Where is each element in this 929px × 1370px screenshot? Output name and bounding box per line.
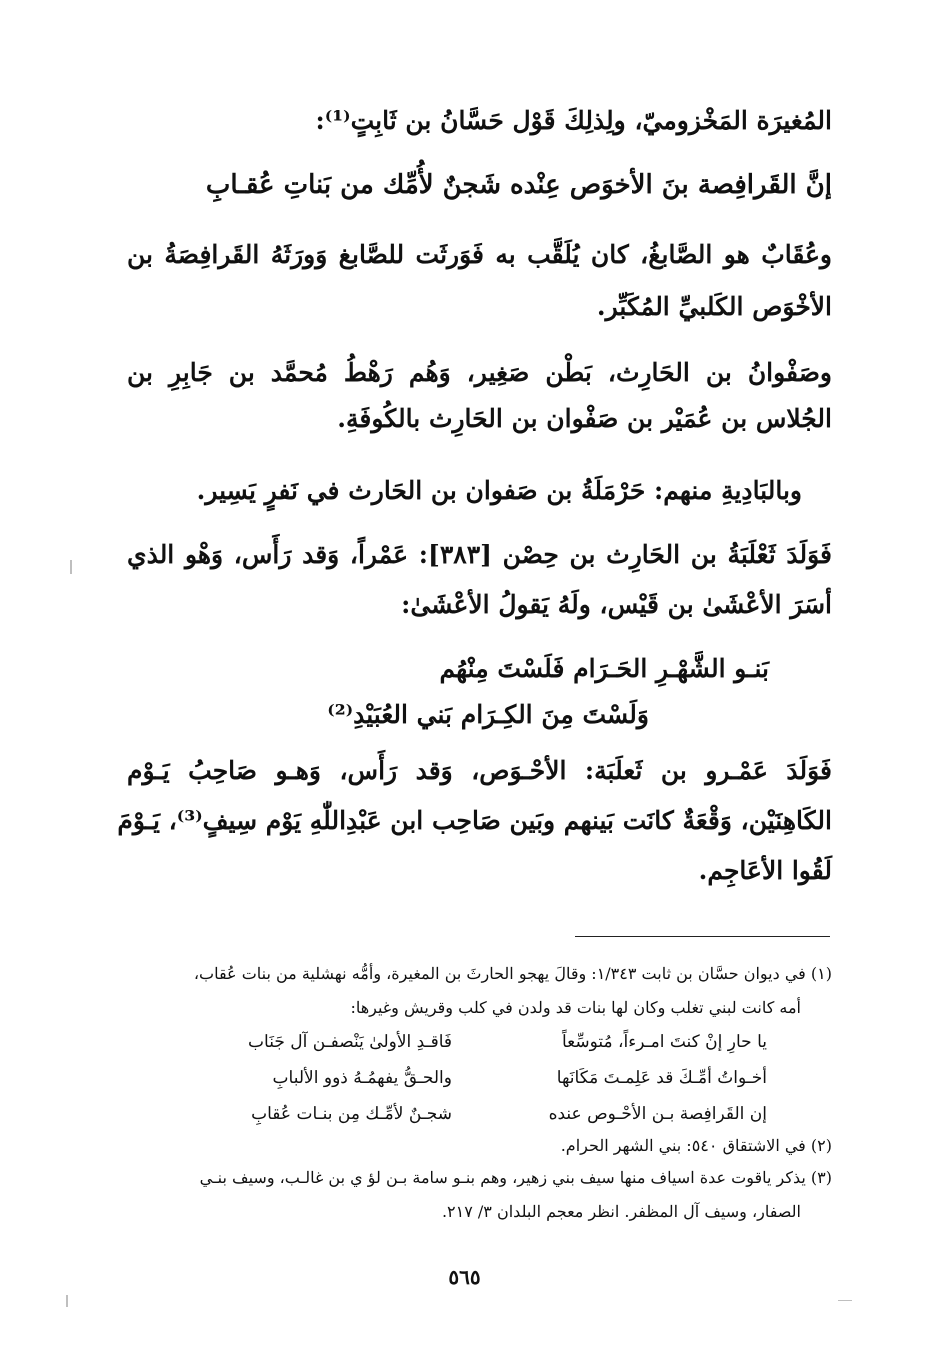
text-line: الأخْوَص الكَلبيِّ المُكَبِّر.	[596, 292, 832, 321]
text-line: فَوَلَدَ ثَعْلَبَةُ بن الحَارِث بن حِصْن [٣٨٣]: عَمْراً، وَقد رَأَس، وَهْو الذي	[127, 540, 832, 569]
footnote-verse-right: يا حارِ إنْ كنتَ امـرءاً، مُتوسِّعاً	[562, 1032, 767, 1052]
verse-line: إنَّ القَرافِصة بنَ الأخوَص عِنْده شَجنٌ لأُمِّك من بَناتِ عُقـابِ	[205, 170, 832, 200]
text-line: أسَرَ الأعْشَىٰ بن قَيْس، ولَهُ يَقولُ الأعْشَىٰ:	[401, 590, 832, 619]
footnote-verse-left: فَاقـدِ الأولىٰ يَنْصفـن آل جَنَاب	[248, 1032, 452, 1052]
page-number: ٥٦٥	[448, 1265, 481, 1289]
footnote-verse-left: شجـنٌ لأمِّـك مِن بنـات عُقابِ	[251, 1104, 452, 1124]
scan-mark	[66, 1295, 68, 1307]
text-line: فَوَلَدَ عَمْـرو بن ثَعلَبَة: الأحْـوَص، وَقد رَأَس، وَهـو صَاحِبُ يَـوْم	[127, 756, 832, 785]
footnote-verse-left: والحـقُّ يفهمُـهُ ذوو الألبابِ	[272, 1068, 452, 1088]
text-line: لَقُوا الأعَاجِم.	[698, 856, 832, 885]
footnote-separator	[575, 936, 830, 937]
text-line: وصَفْوانُ بن الحَارِث، بَطْن صَغِير، وَهُم رَهْطُ مُحمَّد بن جَابِرِ بن	[127, 358, 832, 387]
text-line: الكَاهِنَيْن، وَقْعَةٌ كانَت بَينهم وبَين صَاحِب ابن عَبْدِاللّٰهِ يَوْم سِيفٍ⁽³⁾، يَـوْمَ	[117, 806, 832, 835]
verse-line: بَنـو الشَّهْـرِ الحَـرَام فَلَسْتَ مِنْهُم	[439, 654, 769, 683]
footnote-2: (٢) في الاشتقاق ٥٤٠: بني الشهر الحرام.	[560, 1136, 832, 1155]
text-line: الجُلاس بن عُمَيْر بن صَفْوان بن الحَارِث بالكُوفَةِ.	[337, 404, 832, 433]
footnote-3: (٣) يذكر ياقوت عدة اسياف منها سيف بني زهير، وهم بنـو سامة بـن لؤ ي بن غالـب، وسيف بنـي	[199, 1168, 832, 1187]
footnote-verse-right: أخـواتُ أمِّـكَ قد عَلِمـتَ مَكَانَها	[556, 1068, 767, 1088]
footnote-3-cont: الصفار، وسيف آل المظفر. انظر معجم البلدان ٣/ ٢١٧.	[441, 1202, 801, 1221]
text-line: المُغيرَة المَخْزوميّ، ولِذلِكَ قَوْل حَسَّانُ بن ثَابِتٍ⁽¹⁾:	[315, 106, 832, 135]
scan-mark	[70, 560, 72, 574]
footnote-1: (١) في ديوان حسَّان بن ثابت ١/٣٤٣: وقالَ يهجو الحارثَ بن المغيرة، وأمُّه نهشلية من بنات عُقاب،	[193, 964, 832, 983]
footnote-1-cont: أمه كانت لبني تغلب وكان لها بنات قد ولدن في كلب وقريش وغيرها:	[350, 998, 801, 1017]
text-line: وعُقَابٌ هو الصَّابغُ، كان يُلَقَّب به فَوَرثَت للصَّابغ وَورَثَهُ القَرافِصَةُ بن	[127, 240, 832, 269]
text-line: وبالبَادِيةِ منهم: حَرْمَلَةُ بن صَفوان بن الحَارث في نَفرٍ يَسِير.	[196, 476, 802, 505]
scan-mark	[838, 1300, 852, 1301]
footnote-verse-right: إن القَرافِصة بـن الأحْـوص عنده	[548, 1104, 767, 1124]
verse-line: وَلَسْتَ مِنَ الكِـرَام بَني العُبَيْدِ⁽²⁾	[327, 700, 649, 729]
